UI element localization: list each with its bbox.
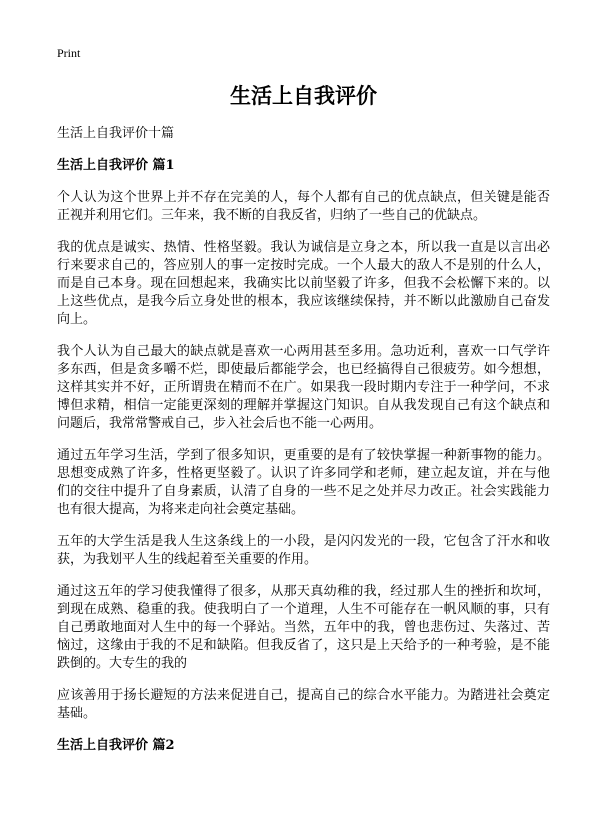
section-heading-1: 生活上自我评价 篇1 bbox=[57, 158, 175, 173]
paragraph: 通过这五年的学习使我懂得了很多，从那天真幼稚的我，经过那人生的挫折和坎坷，到现在成熟、稳重的我。使我明白了一个道理，人生不可能存在一帆风顺的事，只有自己勇敢地面对人生中的每一个驿站。当然，五年中的我，曾也悲伤过、失落过、苦恼过，这缘由于我的不足和缺陷。但我反省了，这只是上天给予的一种考验，是不能跌倒的。大专生的我的 bbox=[57, 584, 550, 671]
page-title: 生活上自我评价 bbox=[230, 84, 377, 108]
paragraph: 通过五年学习生活，学到了很多知识，更重要的是有了较快掌握一种新事物的能力。思想变成熟了许多，性格更坚毅了。认识了许多同学和老师，建立起友谊，并在与他们的交往中提升了自身素质，认清了自身的一些不足之处并尽力改正。社会实践能力也有很大提高，为将来走向社会奠定基础。 bbox=[57, 448, 550, 517]
paragraph: 个人认为这个世界上并不存在完美的人，每个人都有自己的优点缺点，但关键是能否正视并利用它们。三年来，我不断的自我反省，归纳了一些自己的优缺点。 bbox=[57, 190, 550, 223]
paragraph: 我的优点是诚实、热情、性格坚毅。我认为诚信是立身之本，所以我一直是以言出必行来要求自己的，答应别人的事一定按时完成。一个人最大的敌人不是别的什么人，而是自己本身。现在回想起来，我确实比以前坚毅了许多，但我不会松懈下来的。以上这些优点，是我今后立身处世的根本，我应该继续保持，并不断以此激励自己奋发向上。 bbox=[57, 240, 550, 327]
print-link[interactable]: Print bbox=[57, 46, 81, 60]
paragraph: 五年的大学生活是我人生这条线上的一小段，是闪闪发光的一段，它包含了汗水和收获，为我划平人生的线起着至关重要的作用。 bbox=[57, 534, 550, 567]
paragraph: 我个人认为自己最大的缺点就是喜欢一心两用甚至多用。急功近利，喜欢一口气学许多东西，但是贪多嚼不烂，即使最后都能学会，也已经搞得自己很疲劳。如今想想，这样其实并不好，正所谓贵在精而不在广。如果我一段时期内专注于一种学问，不求博但求精，相信一定能更深刻的理解并掌握这门知识。自从我发现自己有这个缺点和问题后，我常常警戒自己，步入社会后也不能一心两用。 bbox=[57, 344, 550, 431]
section-heading-2: 生活上自我评价 篇2 bbox=[57, 738, 175, 753]
document-subtitle: 生活上自我评价十篇 bbox=[57, 126, 175, 141]
paragraph: 应该善用于扬长避短的方法来促进自己，提高自己的综合水平能力。为踏进社会奠定基础。 bbox=[57, 688, 550, 721]
